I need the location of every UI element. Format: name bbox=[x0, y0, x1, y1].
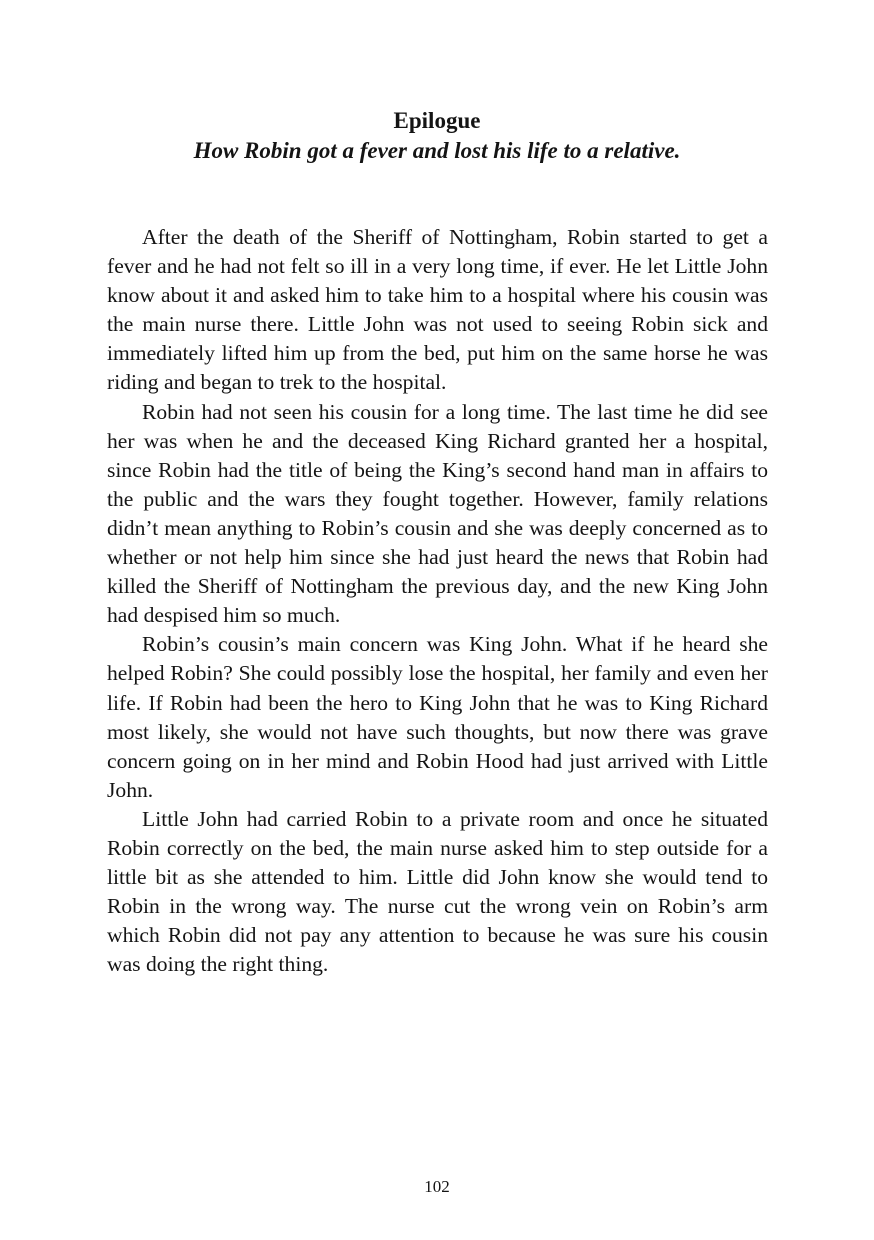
page-number: 102 bbox=[424, 1177, 450, 1196]
paragraph: Robin’s cousin’s main concern was King John. What if he heard she helped Robin? She could possibly lose the hospital, her family and even her life. If Robin had been the hero to King John that he was to King Richard most likely, she would not have such thoughts, but now there was grave concern going on in her mind and Robin Hood had just arrived with Little John. bbox=[107, 632, 768, 802]
chapter-title: Epilogue bbox=[393, 108, 481, 133]
paragraph: Robin had not seen his cousin for a long time. The last time he did see her was when he and the deceased King Richard granted her a hospital, since Robin had the title of being the King’s second hand man in affairs to the public and the wars they fought together. However, family relations didn’t mean anything to Robin’s cousin and she was deeply concerned as to whether or not help him since she had just heard the news that Robin had killed the Sheriff of Nottingham the previous day, and the new King John had despised him so much. bbox=[107, 399, 768, 628]
paragraph: Little John had carried Robin to a private room and once he situated Robin correctly on the bed, the main nurse asked him to step outside for a little bit as she attended to him. Little did John know she would tend to Robin in the wrong way. The nurse cut the wrong vein on Robin’s arm which Robin did not pay any attention to because he was sure his cousin was doing the right thing. bbox=[107, 806, 768, 977]
paragraph: After the death of the Sheriff of Nottingham, Robin started to get a fever and he had not felt so ill in a very long time, if ever. He let Little John know about it and asked him to take him to a hospital where his cousin was the main nurse there. Little John was not used to seeing Robin sick and immediately lifted him up from the bed, put him on the same horse he was riding and began to trek to the hospital. bbox=[107, 225, 768, 395]
chapter-subtitle: How Robin got a fever and lost his life to a relative. bbox=[193, 138, 681, 163]
body-text bbox=[107, 223, 768, 979]
